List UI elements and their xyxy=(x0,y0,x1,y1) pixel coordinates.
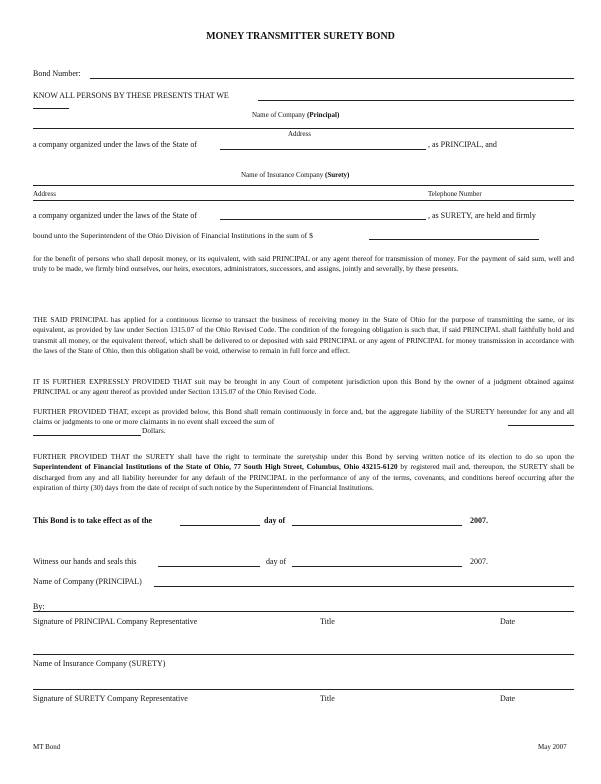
name-of-insurance-caption: Name of Insurance Company (Surety) xyxy=(241,171,350,179)
effect-day-field[interactable] xyxy=(180,525,260,526)
day-of-label-2: day of xyxy=(266,557,287,566)
name-insurance-surety-label: Name of Insurance Company (SURETY) xyxy=(33,659,166,668)
day-of-label-1: day of xyxy=(264,516,286,525)
surety-name-field[interactable] xyxy=(33,185,574,186)
witness-month-field[interactable] xyxy=(292,566,462,567)
date-caption-2: Date xyxy=(500,694,516,703)
principal-address-field[interactable] xyxy=(33,128,574,129)
bond-number-label: Bond Number: xyxy=(33,69,81,78)
principal-name-field-cont[interactable] xyxy=(33,108,69,109)
bond-sum-field[interactable] xyxy=(369,239,539,240)
bound-unto-label: bound unto the Superintendent of the Ohio Division of Financial Institutions in the sum of $ xyxy=(33,231,313,240)
state-of-label-2: a company organized under the laws of the State of xyxy=(33,211,198,220)
title-caption-1: Title xyxy=(320,617,335,626)
bond-number-field[interactable] xyxy=(90,78,574,79)
footer-left: MT Bond xyxy=(33,743,61,751)
as-surety-label: , as SURETY, are held and firmly xyxy=(428,211,536,220)
principal-name-field[interactable] xyxy=(258,100,574,101)
know-all-label: KNOW ALL PERSONS BY THESE PRESENTS THAT WE xyxy=(33,91,229,100)
footer-right: May 2007 xyxy=(538,743,567,751)
paragraph-termination: FURTHER PROVIDED THAT the SURETY shall have the right to terminate the suretyship under this Bond by serving written notice of its election to do so upon the Superintendent of Financial Institutions of the State of Ohio, 77 South High Street, Columbus, Ohio 43215-6120 by registered mail and, thereupon, the SURETY shall be discharged from any and all liability hereunder for any default of the PRINCIPAL in the performance of any of the terms, covenants, and conditions hereof occurring after the expiration of thirty (30) days from the date of receipt of such notice by the Superintendent of Financial Institutions. xyxy=(33,452,575,493)
paragraph-suit: IT IS FURTHER EXPRESSLY PROVIDED THAT suit may be brought in any Court of competent jurisdiction upon this Bond by the owner of a judgment obtained against PRINCIPAL or any agent thereof as provided under Section 1315.07 of the Ohio Revised Code. xyxy=(33,377,574,397)
paragraph-benefit: for the benefit of persons who shall deposit money, or its equivalent, with said PRINCIPAL or any agent thereof for transmission of money. For the payment of said sum, well and truly to be made, we firmly bind ourselves, our heirs, executors, administrators, successors, and assigns, jointly and severally, by these presents. xyxy=(33,254,574,274)
witness-label: Witness our hands and seals this xyxy=(33,557,137,566)
state-of-label-1: a company organized under the laws of the State of xyxy=(33,140,198,149)
page-title: MONEY TRANSMITTER SURETY BOND xyxy=(206,31,395,42)
as-principal-label: , as PRINCIPAL, and xyxy=(428,140,497,149)
dollars-label: Dollars. xyxy=(142,426,166,435)
effect-label: This Bond is to take effect as of the xyxy=(33,516,153,525)
surety-signature-field[interactable] xyxy=(33,689,574,690)
date-caption-1: Date xyxy=(500,617,516,626)
year-label-1: 2007. xyxy=(470,516,488,525)
aggregate-sum-field[interactable] xyxy=(508,425,574,426)
sig-surety-caption: Signature of SURETY Company Representative xyxy=(33,694,188,703)
name-company-principal-label: Name of Company (PRINCIPAL) xyxy=(33,577,142,586)
effect-month-field[interactable] xyxy=(292,525,462,526)
insurance-name-field[interactable] xyxy=(33,654,574,655)
principal-signature-field[interactable] xyxy=(33,611,574,612)
witness-day-field[interactable] xyxy=(158,566,260,567)
address-caption-2: Address xyxy=(33,190,56,198)
name-company-principal-field[interactable] xyxy=(154,586,574,587)
sig-principal-caption: Signature of PRINCIPAL Company Representative xyxy=(33,617,198,626)
paragraph-principal-applied: THE SAID PRINCIPAL has applied for a continuous license to transact the business of receiving money in the State of Ohio for the purpose of transmitting the same, or its equivalent, as provided by law under Section 1315.07 of the Ohio Revised Code. The condition of the foregoing obligation is such that, if said PRINCIPAL shall faithfully hold and transmit all money, or the equivalent thereof, which shall be delivered to or deposited with said PRINCIPAL or any agent of PRINCIPAL for money transmission in accordance with the laws of the State of Ohio, then this obligation shall be void, otherwise to remain in full force and effect. xyxy=(33,315,574,356)
by-label: By: xyxy=(33,602,45,611)
title-caption-2: Title xyxy=(320,694,335,703)
name-of-company-caption: Name of Company (Principal) xyxy=(252,111,340,119)
surety-state-field[interactable] xyxy=(220,219,426,220)
principal-state-field[interactable] xyxy=(220,149,426,150)
address-caption-1: Address xyxy=(288,130,311,138)
telephone-caption: Telephone Number xyxy=(428,190,482,198)
year-label-2: 2007. xyxy=(470,557,488,566)
surety-address-field[interactable] xyxy=(33,200,574,201)
aggregate-sum-field-2[interactable] xyxy=(33,435,141,436)
paragraph-aggregate-liability: FURTHER PROVIDED THAT, except as provided below, this Bond shall remain continuously in force and, but the aggregate liability of the SURETY hereunder for any and all claims or judgments to one or more claimants in no event shall exceed the sum of xyxy=(33,407,574,427)
